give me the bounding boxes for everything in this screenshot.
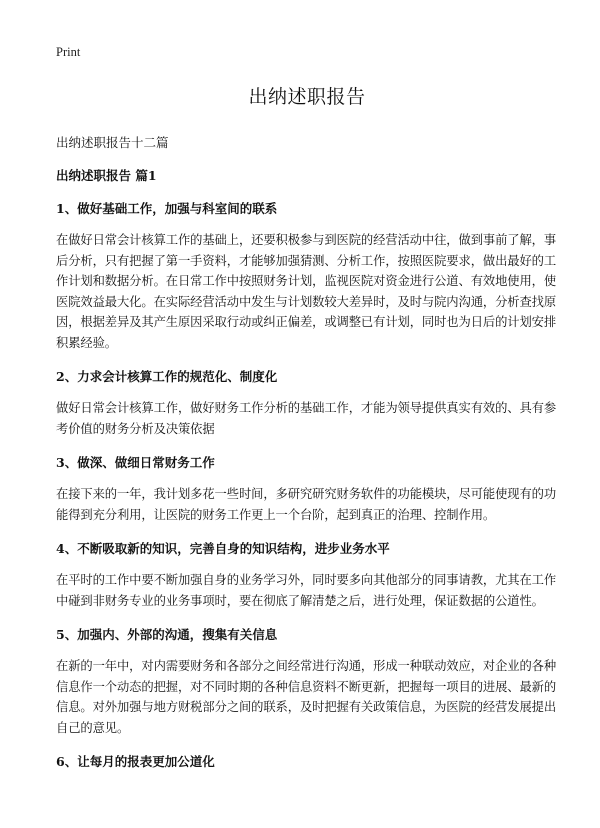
print-link[interactable]: Print — [56, 45, 81, 59]
item-body-4: 在平时的工作中要不断加强自身的业务学习外，同时要多向其他部分的同事请教，尤其在工作中碰到非财务专业的业务事项时，要在彻底了解清楚之后，进行处理，保证数据的公道性。 — [56, 573, 557, 608]
item-body-5: 在新的一年中，对内需要财务和各部分之间经常进行沟通，形成一种联动效应，对企业的各种信息作一个动态的把握，对不同时期的各种信息资料不断更新，把握每一项目的进展、最新的信息。对外加强与地方财税部分之间的联系，及时把握有关政策信息，为医院的经营发展提出自己的意见。 — [56, 659, 557, 735]
page-title: 出纳述职报告 — [248, 86, 366, 108]
item-body-1: 在做好日常会计核算工作的基础上，还要积极参与到医院的经营活动中往，做到事前了解，事后分析，只有把握了第一手资料，才能够加强猜测、分析工作，按照医院要求，做出最好的工作计划和数据分析。在日常工作中按照财务计划，监视医院对资金进行公道、有效地使用，使医院效益最大化。在实际经营活动中发生与计划数较大差异时，及时与院内沟通，分析查找原因，根据差异及其产生原因采取行动或纠正偏差，或调整已有计划，同时也为日后的计划安排积累经验。 — [56, 233, 557, 350]
item-body-3: 在接下来的一年，我计划多花一些时间，多研究研究财务软件的功能模块，尽可能使现有的功能得到充分利用，让医院的财务工作更上一个台阶，起到真正的治理、控制作用。 — [56, 487, 557, 522]
item-heading-4: 4、不断吸取新的知识，完善自身的知识结构，进步业务水平 — [56, 541, 390, 556]
section-title: 出纳述职报告 篇1 — [56, 168, 157, 183]
item-heading-6: 6、让每月的报表更加公道化 — [56, 754, 215, 769]
item-body-2: 做好日常会计核算工作，做好财务工作分析的基础工作，才能为领导提供真实有效的、具有参考价值的财务分析及决策依据 — [56, 401, 557, 436]
item-heading-1: 1、做好基础工作，加强与科室间的联系 — [56, 201, 278, 216]
item-heading-2: 2、力求会计核算工作的规范化、制度化 — [56, 369, 278, 384]
item-heading-3: 3、做深、做细日常财务工作 — [56, 455, 215, 470]
item-heading-5: 5、加强内、外部的沟通，搜集有关信息 — [56, 627, 278, 642]
document-subtitle: 出纳述职报告十二篇 — [56, 135, 169, 150]
